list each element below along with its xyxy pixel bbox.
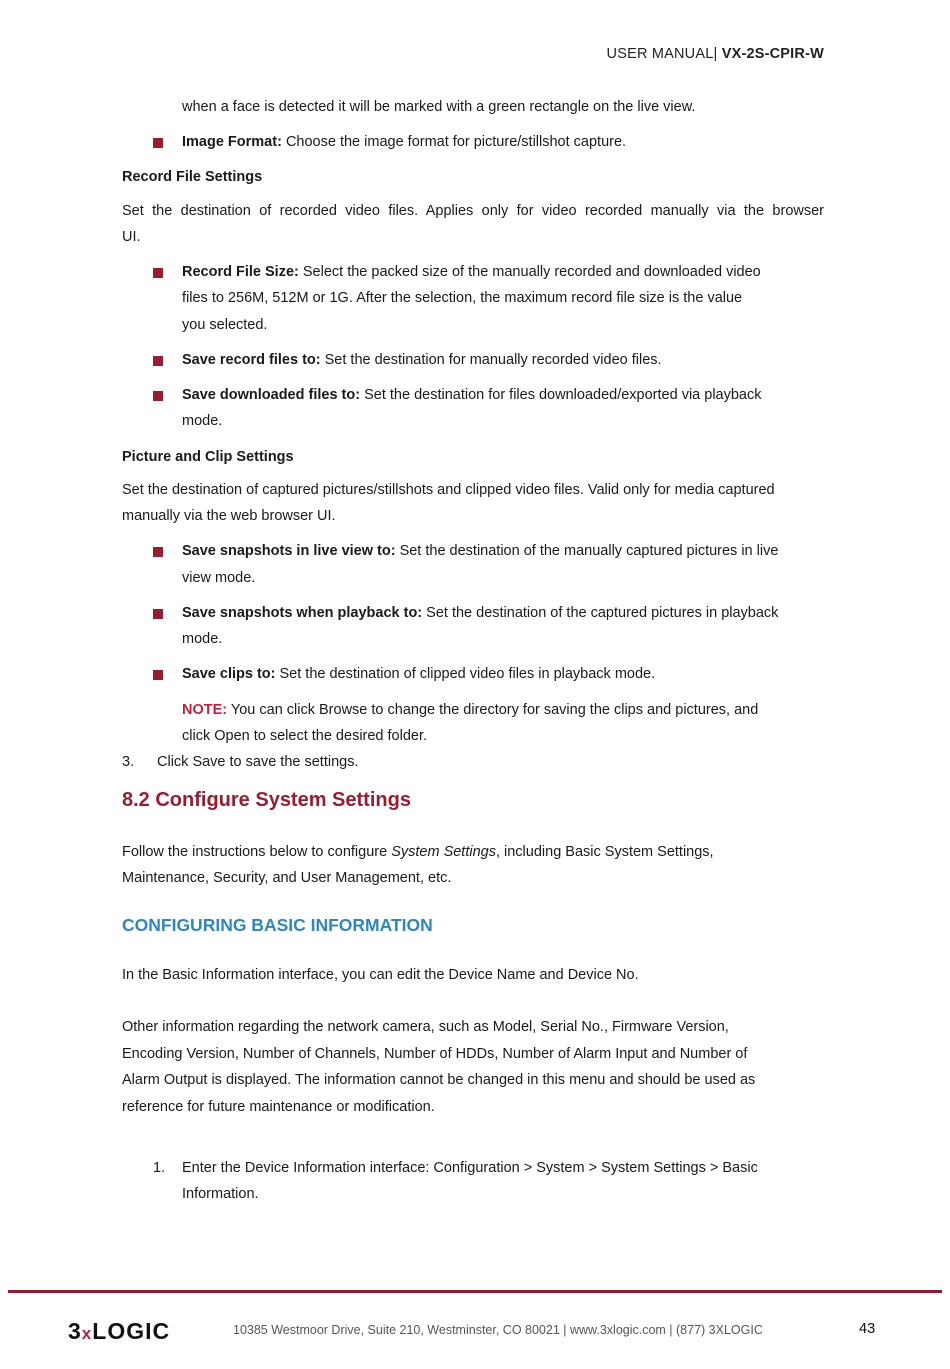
model-name: VX-2S-CPIR-W [721,46,824,62]
bullet-icon [153,547,163,557]
bullet-icon [153,391,163,401]
follow-line2: Maintenance, Security, and User Management, etc. [122,870,452,886]
basic-info-text: In the Basic Information interface, you can edit the Device Name and Device No. [122,967,639,983]
other-info-line: Encoding Version, Number of Channels, Number of HDDs, Number of Alarm Input and Number of [122,1046,748,1062]
bullet-icon [153,609,163,619]
bullet-icon [153,670,163,680]
page-number: 43 [859,1321,876,1337]
save-clips-item: Save clips to: Set the destination of clipped video files in playback mode. [182,666,656,682]
snap-live-item: Save snapshots in live view to: Set the destination of the manually captured pictures in live [182,543,779,559]
step-1-text: Enter the Device Information interface: Configuration > System > System Settings > Basic [182,1160,758,1176]
bullet-icon [153,356,163,366]
footer-divider [8,1290,942,1293]
picture-intro-line2: manually via the web browser UI. [122,508,336,524]
other-info-line: reference for future maintenance or modification. [122,1099,435,1115]
step-3-number: 3. [122,754,135,770]
bullet-icon [153,268,163,278]
record-size-line3: you selected. [182,317,268,333]
note-label: NOTE: [182,702,228,718]
save-downloaded-item: Save downloaded files to: Set the destination for files downloaded/exported via playback [182,387,762,403]
record-size-item: Record File Size: Select the packed size of the manually recorded and downloaded video [182,264,761,280]
face-detect-text: when a face is detected it will be marked with a green rectangle on the live view. [182,99,696,115]
section-title: 8.2 Configure System Settings [122,789,411,811]
image-format-item: Image Format: Choose the image format for picture/stillshot capture. [182,134,627,150]
step-3-text: Click Save to save the settings. [157,754,359,770]
other-info-line: Alarm Output is displayed. The information cannot be changed in this menu and should be used as [122,1072,756,1088]
record-intro-line2: UI. [122,229,141,245]
snap-playback-item: Save snapshots when playback to: Set the destination of the captured pictures in playback [182,605,779,621]
company-logo: 3xLOGIC [68,1318,171,1344]
snap-playback-line2: mode. [182,631,223,647]
note-text: NOTE: You can click Browse to change the directory for saving the clips and pictures, and [182,702,759,718]
picture-clip-heading: Picture and Clip Settings [122,449,294,465]
snap-live-line2: view mode. [182,570,256,586]
follow-text: Follow the instructions below to configure System Settings, including Basic System Settings, [122,844,714,860]
save-downloaded-line2: mode. [182,413,223,429]
record-file-heading: Record File Settings [122,169,263,185]
note-line2: click Open to select the desired folder. [182,728,428,744]
page-header: USER MANUAL| VX-2S-CPIR-W [606,46,824,62]
record-intro-line1: Set the destination of recorded video files. Applies only for video recorded manually via the browser [122,203,824,219]
bullet-icon [153,138,163,148]
step-1-line2: Information. [182,1186,259,1202]
save-record-item: Save record files to: Set the destination for manually recorded video files. [182,352,662,368]
other-info-line: Other information regarding the network camera, such as Model, Serial No., Firmware Version, [122,1019,729,1035]
subsection-heading: CONFIGURING BASIC INFORMATION [122,915,433,935]
picture-intro-line1: Set the destination of captured pictures/stillshots and clipped video files. Valid only for media captured [122,482,775,498]
record-size-line2: files to 256M, 512M or 1G. After the selection, the maximum record file size is the value [182,290,743,306]
footer-address: 10385 Westmoor Drive, Suite 210, Westminster, CO 80021 | www.3xlogic.com | (877) 3XLOGIC [233,1323,763,1337]
step-1-number: 1. [153,1160,166,1176]
